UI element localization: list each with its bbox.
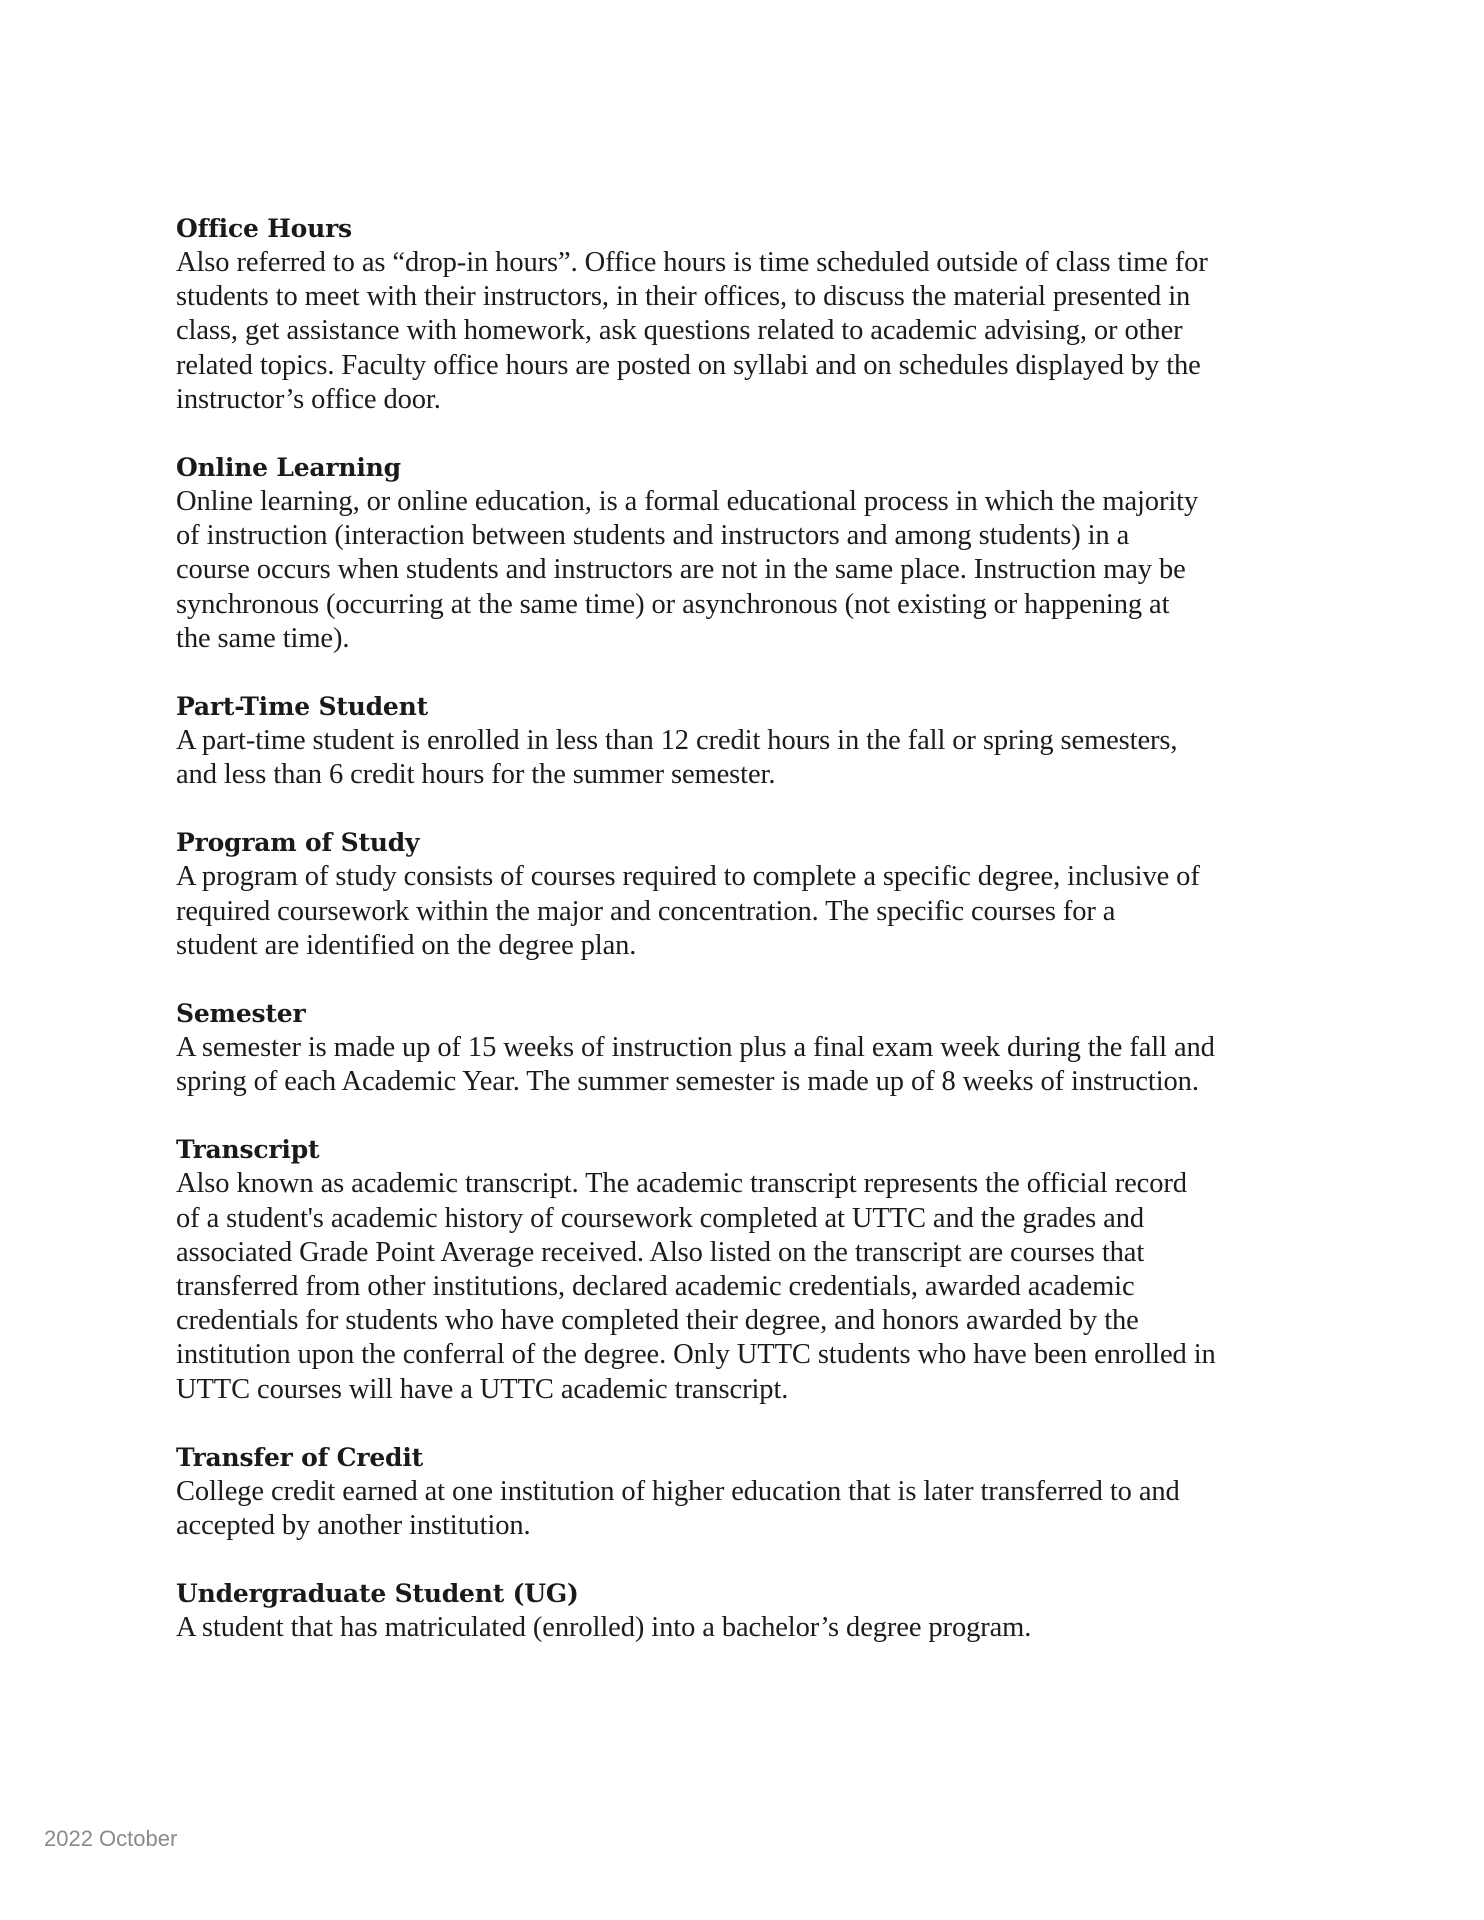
entry-definition: [176, 724, 1326, 792]
entry-term: Office Hours: [176, 214, 352, 243]
glossary-entry-undergraduate-student: [176, 1577, 1326, 1645]
entry-term: Program of Study: [176, 828, 420, 858]
definition-line: synchronous (occurring at the same time) or asynchronous (not existing or happening at: [176, 588, 1170, 620]
entry-definition: [176, 1167, 1326, 1406]
entry-term: Semester: [176, 999, 306, 1029]
definition-line: course occurs when students and instructors are not in the same place. Instruction may be: [176, 554, 1186, 586]
glossary-entry-transfer-of-credit: [176, 1441, 1326, 1543]
entry-term: Transfer of Credit: [176, 1442, 423, 1472]
definition-line: of a student's academic history of coursework completed at UTTC and the grades and: [176, 1202, 1144, 1234]
definition-line: Also referred to as “drop-in hours”. Office hours is time scheduled outside of class time for: [176, 247, 1208, 278]
definition-line: Also known as academic transcript. The academic transcript represents the official record: [176, 1168, 1187, 1200]
definition-line: instructor’s office door.: [176, 383, 441, 415]
definition-line: College credit earned at one institution of higher education that is later transferred to and: [176, 1475, 1180, 1507]
definition-line: credentials for students who have completed their degree, and honors awarded by the: [176, 1305, 1139, 1337]
definition-line: institution upon the conferral of the degree. Only UTTC students who have been enrolled in: [176, 1339, 1216, 1371]
glossary-entry-part-time-student: [176, 690, 1326, 792]
entry-definition: [176, 1611, 1326, 1645]
definition-line: the same time).: [176, 622, 350, 654]
entry-definition: [176, 246, 1326, 417]
definition-line: A student that has matriculated (enrolled) into a bachelor’s degree program.: [176, 1612, 1032, 1644]
glossary-content: [176, 212, 1326, 1679]
entry-term: Online Learning: [176, 453, 401, 483]
definition-line: A semester is made up of 15 weeks of instruction plus a final exam week during the fall and: [176, 1032, 1215, 1064]
entry-term: Transcript: [176, 1135, 320, 1165]
glossary-entry-online-learning: [176, 451, 1326, 656]
definition-line: class, get assistance with homework, ask questions related to academic advising, or other: [176, 315, 1183, 347]
definition-line: UTTC courses will have a UTTC academic transcript.: [176, 1373, 789, 1405]
entry-definition: [176, 1475, 1326, 1543]
entry-definition: [176, 860, 1326, 963]
glossary-entry-program-of-study: [176, 826, 1326, 963]
definition-line: Online learning, or online education, is a formal educational process in which the majority: [176, 486, 1199, 518]
entry-term: Undergraduate Student (UG): [176, 1579, 579, 1609]
glossary-entry-semester: [176, 997, 1326, 1099]
entry-definition: [176, 1031, 1326, 1099]
entry-definition: [176, 485, 1326, 656]
definition-line: related topics. Faculty office hours are posted on syllabi and on schedules displayed by the: [176, 349, 1201, 381]
footer-date: 2022 October: [44, 1826, 178, 1851]
definition-line: student are identified on the degree plan.: [176, 929, 637, 961]
definition-line: A program of study consists of courses required to complete a specific degree, inclusive of: [176, 861, 1200, 893]
glossary-entry-office-hours: [176, 212, 1326, 417]
definition-line: A part-time student is enrolled in less than 12 credit hours in the fall or spring semesters,: [176, 725, 1178, 757]
definition-line: spring of each Academic Year. The summer semester is made up of 8 weeks of instruction.: [176, 1066, 1199, 1098]
entry-term: Part-Time Student: [176, 692, 428, 722]
glossary-entry-transcript: [176, 1133, 1326, 1406]
definition-line: of instruction (interaction between students and instructors and among students) in a: [176, 520, 1130, 552]
definition-line: accepted by another institution.: [176, 1510, 531, 1542]
definition-line: associated Grade Point Average received. Also listed on the transcript are courses that: [176, 1236, 1145, 1268]
definition-line: and less than 6 credit hours for the summer semester.: [176, 759, 776, 791]
definition-line: students to meet with their instructors, in their offices, to discuss the material presented in: [176, 281, 1191, 313]
definition-line: transferred from other institutions, declared academic credentials, awarded academic: [176, 1271, 1135, 1303]
definition-line: required coursework within the major and concentration. The specific courses for a: [176, 895, 1116, 927]
